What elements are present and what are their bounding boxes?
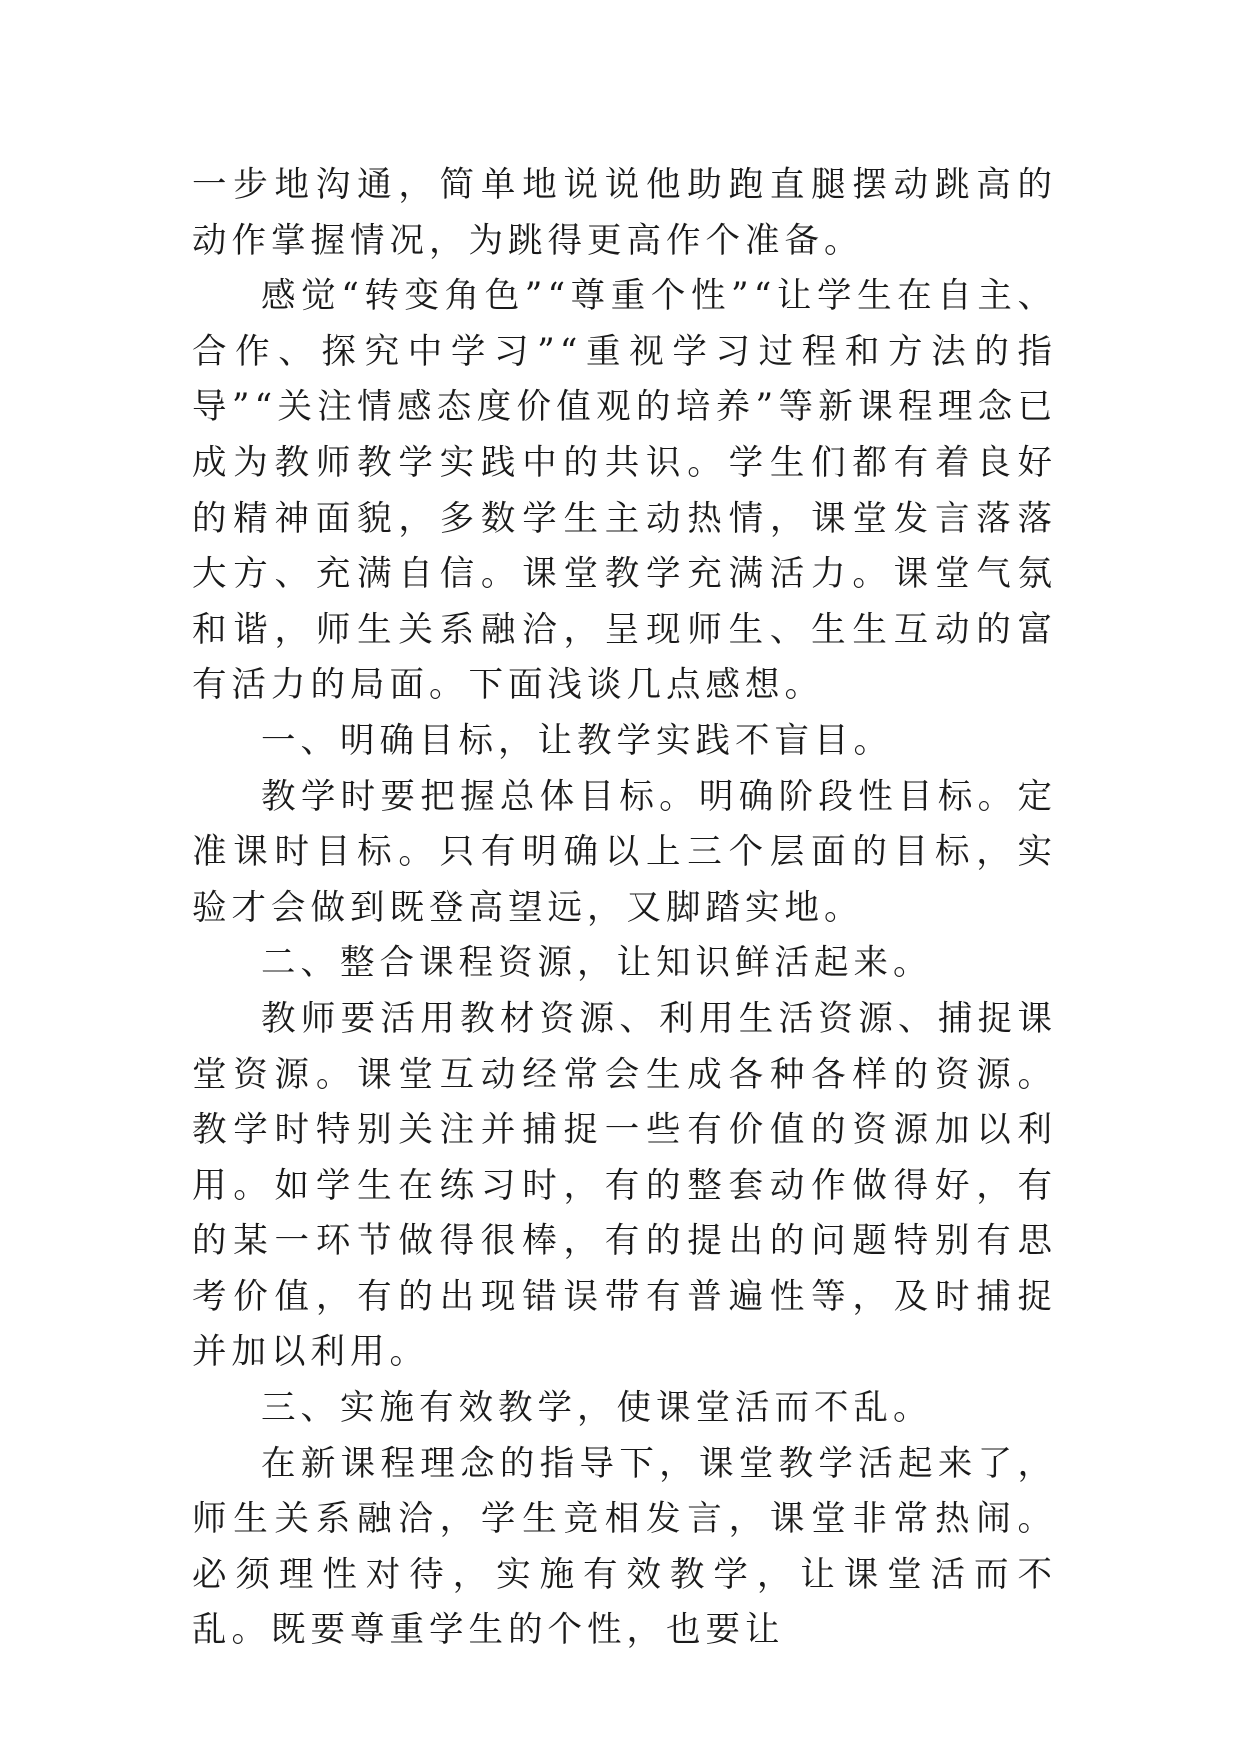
body-paragraph: 教学时要把握总体目标。明确阶段性目标。定准课时目标。只有明确以上三个层面的目标，实验才会做到既登高望远，又脚踏实地。 (192, 776, 1057, 928)
section-heading: 一、明确目标，让教学实践不盲目。 (261, 720, 893, 761)
body-paragraph: 教师要活用教材资源、利用生活资源、捕捉课堂资源。课堂互动经常会生成各种各样的资源。教学时特别关注并捕捉一些有价值的资源加以利用。如学生在练习时，有的整套动作做得好，有的某一环节做得很棒，有的提出的问题特别有思考价值，有的出现错误带有普遍性等，及时捕捉并加以利用。 (192, 998, 1057, 1373)
document-body (192, 158, 1057, 1659)
body-paragraph: 在新课程理念的指导下，课堂教学活起来了，师生关系融洽，学生竞相发言，课堂非常热闹。必须理性对待，实施有效教学，让课堂活而不乱。既要尊重学生的个性，也要让 (192, 1443, 1057, 1651)
section-heading: 三、实施有效教学，使课堂活而不乱。 (261, 1388, 933, 1429)
body-paragraph: 感觉“转变角色”“尊重个性”“让学生在自主、合作、探究中学习”“重视学习过程和方法的指导”“关注情感态度价值观的培养”等新课程理念已成为教师教学实践中的共识。学生们都有着良好的精神面貌，多数学生主动热情，课堂发言落落大方、充满自信。课堂教学充满活力。课堂气氛和谐，师生关系融洽，呈现师生、生生互动的富有活力的局面。下面浅谈几点感想。 (192, 276, 1057, 706)
continuation-paragraph: 一步地沟通，简单地说说他助跑直腿摆动跳高的动作掌握情况，为跳得更高作个准备。 (192, 165, 1057, 261)
section-heading: 二、整合课程资源，让知识鲜活起来。 (261, 943, 933, 984)
